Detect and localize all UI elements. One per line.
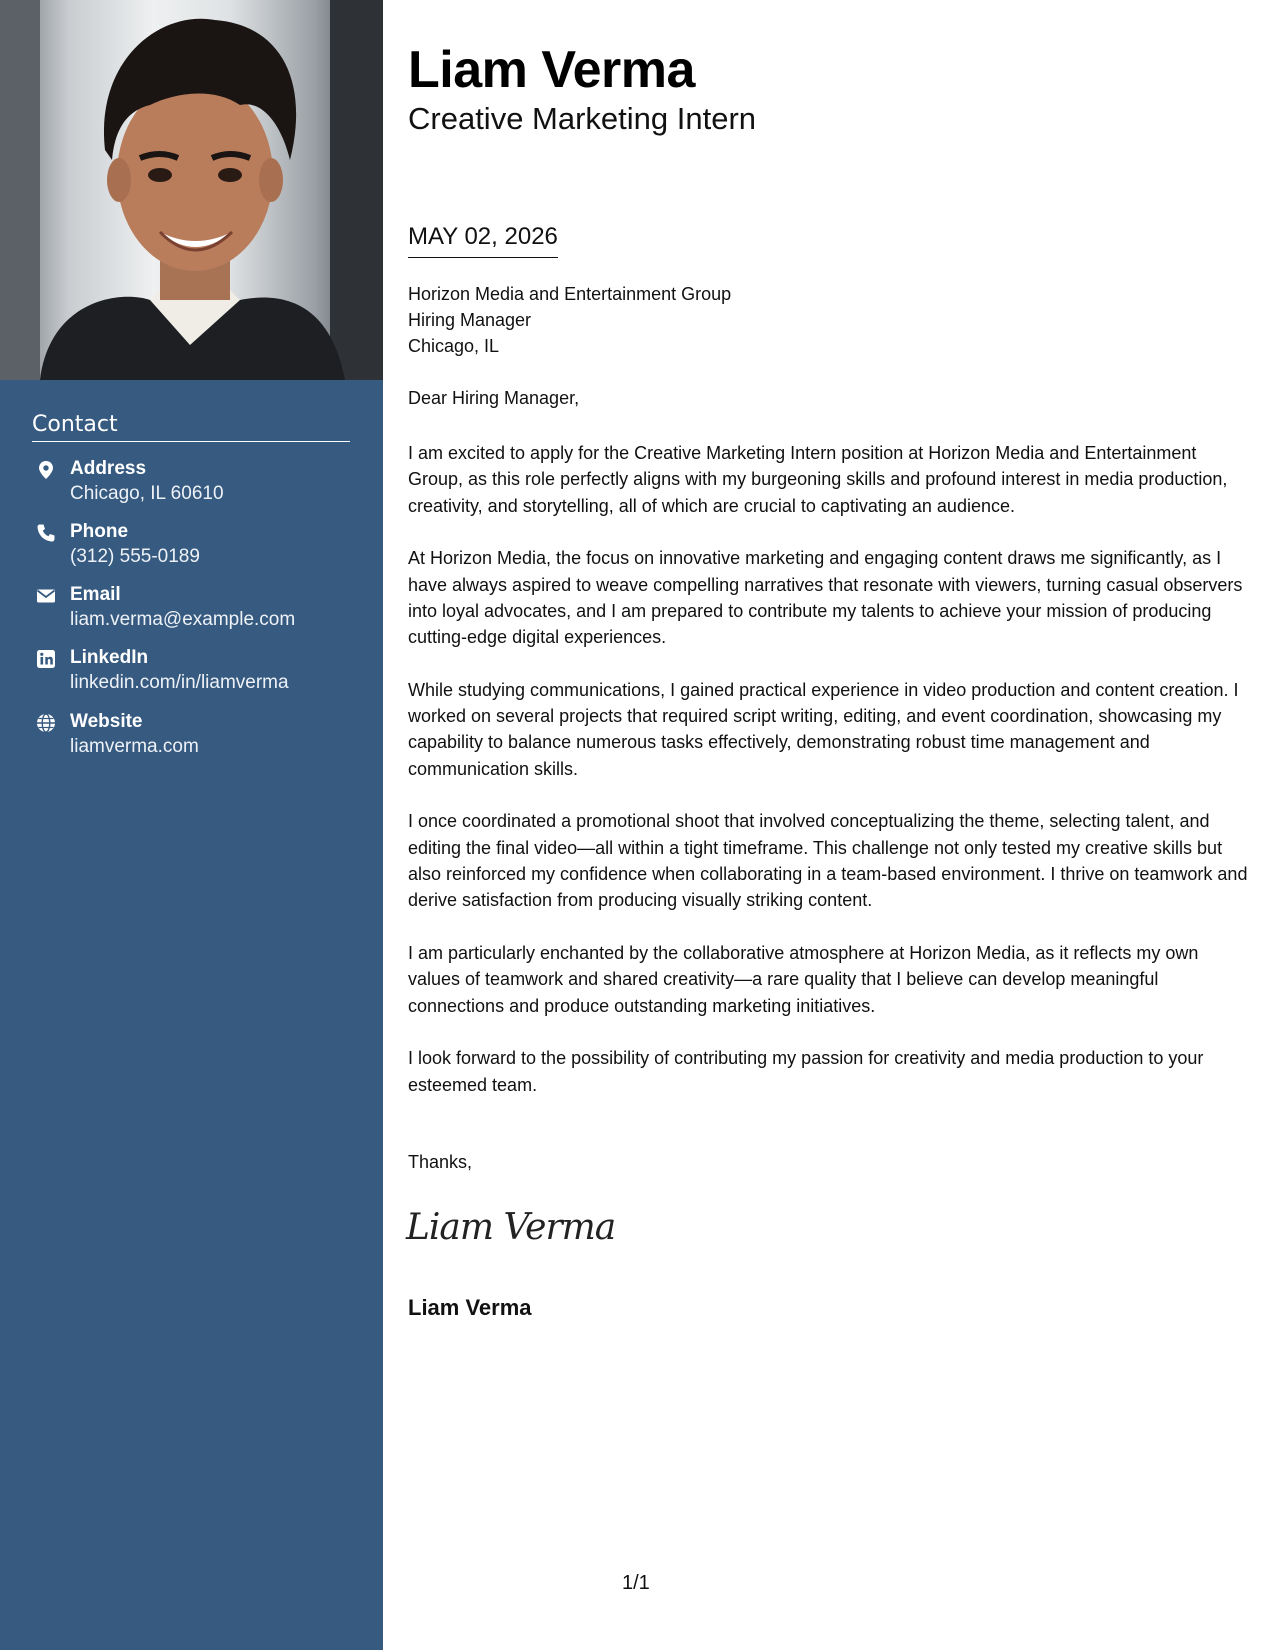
contact-email (32, 584, 362, 636)
sidebar (0, 0, 383, 1650)
contact-label: Email (70, 584, 121, 605)
recipient-title: Hiring Manager (408, 310, 532, 330)
contact-value: liam.verma@example.com (70, 609, 296, 630)
contact-value: (312) 555-0189 (70, 546, 200, 567)
body-paragraph: At Horizon Media, the focus on innovative marketing and engaging content draws me significantly, as I have always aspired to weave compelling narratives that resonate with viewers, turning casual observers into loyal advocates, and I am prepared to contribute my talents to achieve your mission of producing cutting-edge digital experiences. (408, 548, 1243, 648)
location-pin-icon (36, 460, 56, 480)
profile-photo (0, 0, 383, 380)
contact-label: LinkedIn (70, 647, 149, 668)
page-number: 1/1 (622, 1572, 650, 1594)
body-paragraph: I am excited to apply for the Creative Marketing Intern position at Horizon Media and Entertainment Group, as this role perfectly aligns with my burgeoning skills and profound interest in media production, creativity, and storytelling, all of which are crucial to captivating an audience. (408, 443, 1228, 516)
contact-heading: Contact (32, 412, 350, 442)
signature: Liam Verma (406, 1207, 616, 1248)
contact-label: Website (70, 711, 143, 732)
contact-address (32, 458, 362, 510)
body-paragraph: While studying communications, I gained practical experience in video production and content creation. I worked on several projects that required script writing, editing, and event coordination, showcasing my capability to balance numerous tasks effectively, demonstrating robust time management and communication skills. (408, 679, 1239, 779)
contact-label: Address (70, 458, 147, 479)
body-paragraph: I am particularly enchanted by the collaborative atmosphere at Horizon Media, as it reflects my own values of teamwork and shared creativity—a rare quality that I believe can develop meaningful connections and produce outstanding marketing initiatives. (408, 943, 1199, 1016)
salutation: Dear Hiring Manager, (408, 388, 580, 408)
applicant-name: Liam Verma (408, 41, 695, 99)
letter-date: MAY 02, 2026 (408, 223, 558, 258)
contact-linkedin (32, 647, 362, 699)
recipient-block (408, 281, 731, 359)
closing: Thanks, (408, 1152, 473, 1172)
letter-body (408, 440, 1253, 1124)
recipient-location: Chicago, IL (408, 336, 500, 356)
contact-value[interactable]: liamverma.com (70, 736, 199, 757)
contact-value: Chicago, IL 60610 (70, 483, 224, 504)
contact-website (32, 711, 362, 763)
contact-value[interactable]: linkedin.com/in/liamverma (70, 672, 289, 693)
envelope-icon (36, 586, 56, 606)
contact-phone (32, 521, 362, 573)
linkedin-icon (36, 649, 56, 669)
signed-name: Liam Verma (408, 1295, 532, 1320)
recipient-company: Horizon Media and Entertainment Group (408, 284, 732, 304)
body-paragraph: I look forward to the possibility of contributing my passion for creativity and media production to your esteemed team. (408, 1048, 1204, 1095)
phone-icon (36, 523, 56, 543)
job-title: Creative Marketing Intern (408, 101, 757, 136)
globe-icon (36, 713, 56, 733)
contact-label: Phone (70, 521, 129, 542)
body-paragraph: I once coordinated a promotional shoot that involved conceptualizing the theme, selecting talent, and editing the final video—all within a tight timeframe. This challenge not only tested my creative skills but also reinforced my confidence when collaborating in a team-based environment. I thrive on teamwork and derive satisfaction from producing visually striking content. (408, 811, 1248, 911)
